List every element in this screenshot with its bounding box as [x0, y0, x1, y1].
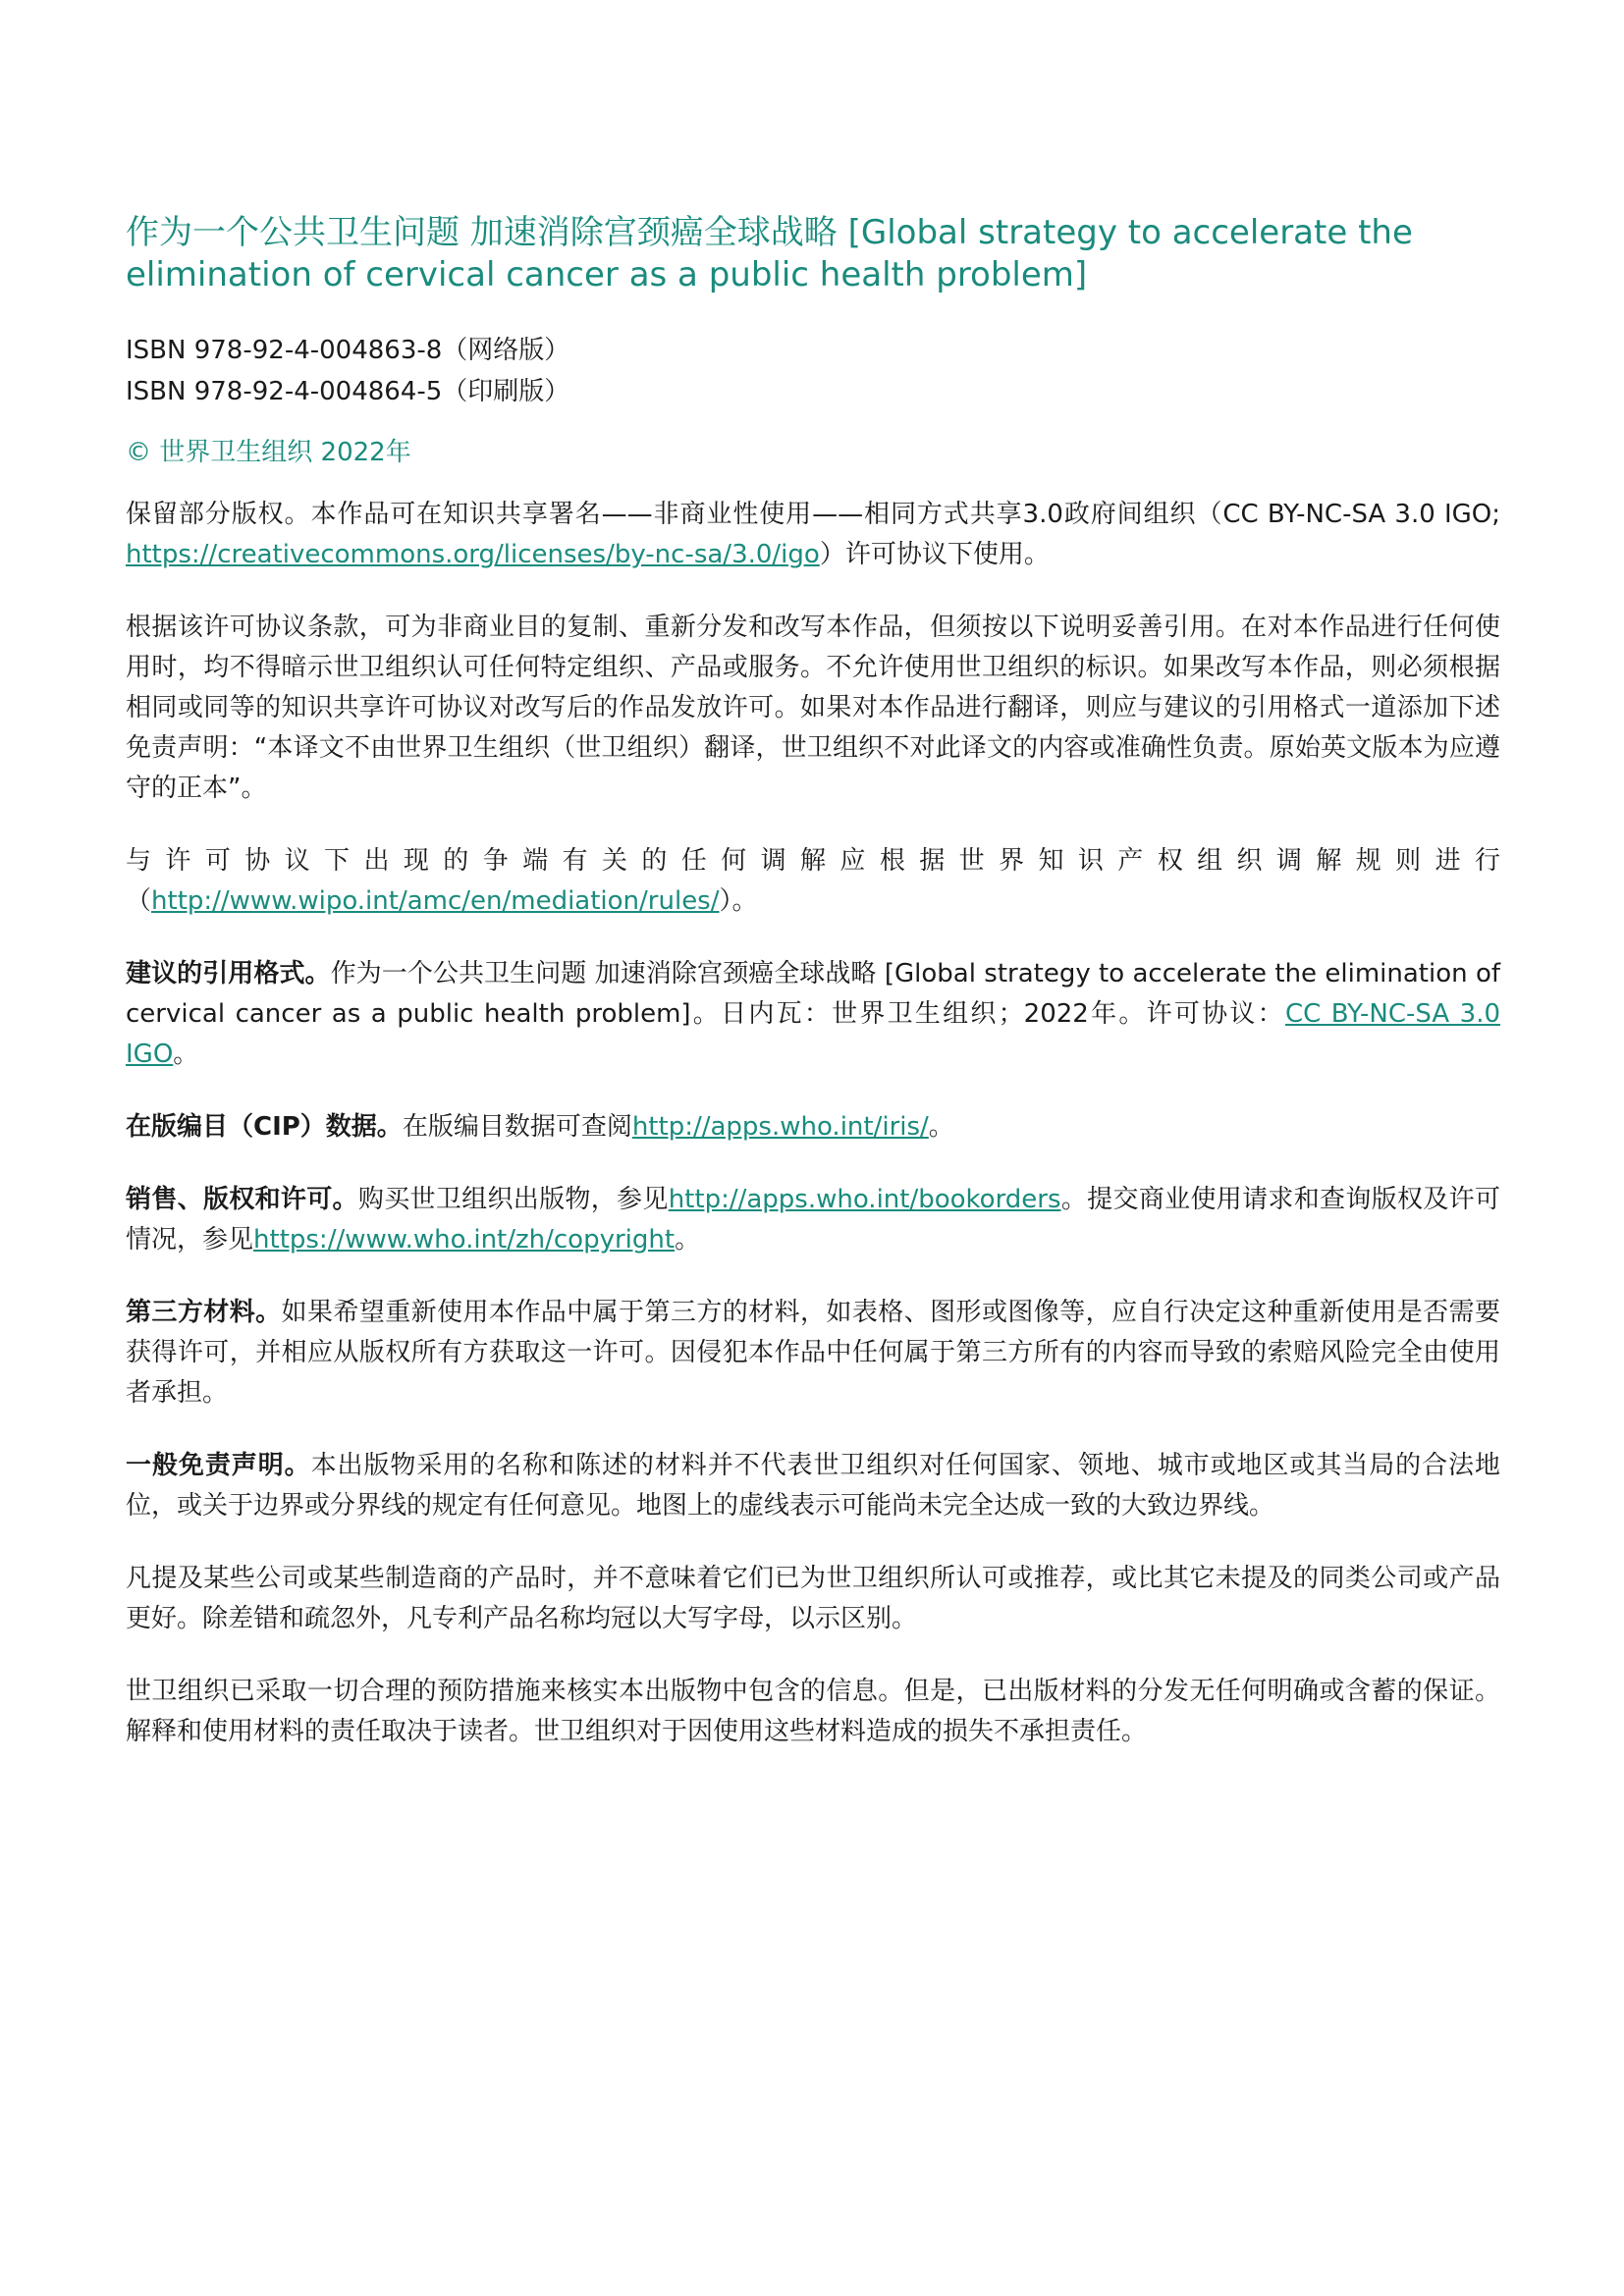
- mediation-text-after: ）。: [719, 886, 758, 916]
- copyright-link[interactable]: https://www.who.int/zh/copyright: [253, 1225, 676, 1255]
- third-party-heading: 第三方材料。: [126, 1298, 282, 1327]
- precautions-paragraph: 世卫组织已采取一切合理的预防措施来核实本出版物中包含的信息。但是，已出版材料的分发无任何明确或含蓄的保证。解释和使用材料的责任取决于读者。世卫组织对于因使用这些材料造成的损失不承担责任。: [126, 1677, 1500, 1746]
- license-text-after: ）许可协议下使用。: [819, 540, 1050, 569]
- cip-text-after: 。: [928, 1112, 954, 1142]
- citation-text: 作为一个公共卫生问题 加速消除宫颈癌全球战略 [Global strategy to accelerate the elimination of cervical cancer as a public health problem]。日内瓦：世界卫生组织；2022年。许可协议：: [126, 959, 1500, 1029]
- cip-link[interactable]: http://apps.who.int/iris/: [631, 1112, 929, 1142]
- citation-license-link[interactable]: CC BY-NC-SA 3.0 IGO: [126, 999, 1500, 1069]
- cip-paragraph: [126, 1107, 1500, 1148]
- mediation-text: 与许可协议下出现的争端有关的任何调解应根据世界知识产权组织调解规则进行（: [126, 846, 1500, 916]
- cip-heading: 在版编目（CIP）数据。: [126, 1112, 403, 1142]
- isbn-online: ISBN 978-92-4-004863-8（网络版）: [126, 336, 570, 365]
- sales-heading: 销售、版权和许可。: [126, 1185, 358, 1214]
- sales-paragraph: [126, 1180, 1500, 1260]
- sales-text-1: 购买世卫组织出版物，参见: [357, 1185, 669, 1214]
- bookorders-link[interactable]: http://apps.who.int/bookorders: [668, 1185, 1061, 1214]
- license-paragraph: [126, 495, 1500, 575]
- third-party-paragraph: [126, 1293, 1500, 1414]
- terms-paragraph: 根据该许可协议条款，可为非商业目的复制、重新分发和改写本作品，但须按以下说明妥善引用。在对本作品进行任何使用时，均不得暗示世卫组织认可任何特定组织、产品或服务。不允许使用世卫组织的标识。如果改写本作品，则必须根据相同或同等的知识共享许可协议对改写后的作品发放许可。如果对本作品进行翻译，则应与建议的引用格式一道添加下述免责声明：“本译文不由世界卫生组织（世卫组织）翻译，世卫组织不对此译文的内容或准确性负责。原始英文版本为应遵守的正本”。: [126, 613, 1500, 803]
- copyright-page: [126, 212, 1500, 1785]
- citation-heading: 建议的引用格式。: [126, 959, 331, 988]
- cip-text: 在版编目数据可查阅: [402, 1112, 632, 1142]
- sales-text-3: 。: [675, 1225, 701, 1255]
- products-paragraph: 凡提及某些公司或某些制造商的产品时，并不意味着它们已为世卫组织所认可或推荐，或比其它未提及的同类公司或产品更好。除差错和疏忽外，凡专利产品名称均冠以大写字母，以示区别。: [126, 1564, 1500, 1633]
- mediation-paragraph: [126, 841, 1500, 922]
- sales-text-2: 。提交商业使用请求和查询版权及许可情况，参见: [126, 1185, 1500, 1255]
- disclaimer-heading: 一般免责声明。: [126, 1451, 311, 1480]
- third-party-text: 如果希望重新使用本作品中属于第三方的材料，如表格、图形或图像等，应自行决定这种重新使用是否需要获得许可，并相应从版权所有方获取这一许可。因侵犯本作品中任何属于第三方所有的内容而导致的索赔风险完全由使用者承担。: [126, 1298, 1500, 1408]
- citation-paragraph: [126, 954, 1500, 1075]
- publication-title: 作为一个公共卫生问题 加速消除宫颈癌全球战略 [Global strategy to accelerate the elimination of cervical cancer as a public health problem]: [126, 213, 1413, 294]
- isbn-print: ISBN 978-92-4-004864-5（印刷版）: [126, 377, 570, 406]
- isbn-block: [126, 330, 1500, 412]
- citation-text-after: 。: [173, 1040, 199, 1069]
- copyright-notice: © 世界卫生组织 2022年: [126, 438, 411, 467]
- disclaimer-text: 本出版物采用的名称和陈述的材料并不代表世卫组织对任何国家、领地、城市或地区或其当局的合法地位，或关于边界或分界线的规定有任何意见。地图上的虚线表示可能尚未完全达成一致的大致边界线。: [126, 1451, 1500, 1521]
- mediation-link[interactable]: http://www.wipo.int/amc/en/mediation/rules/: [151, 886, 720, 916]
- license-text: 保留部分版权。本作品可在知识共享署名——非商业性使用——相同方式共享3.0政府间组织（CC BY-NC-SA 3.0 IGO;: [126, 500, 1500, 529]
- license-link[interactable]: https://creativecommons.org/licenses/by-nc-sa/3.0/igo: [126, 540, 820, 569]
- disclaimer-paragraph: [126, 1446, 1500, 1526]
